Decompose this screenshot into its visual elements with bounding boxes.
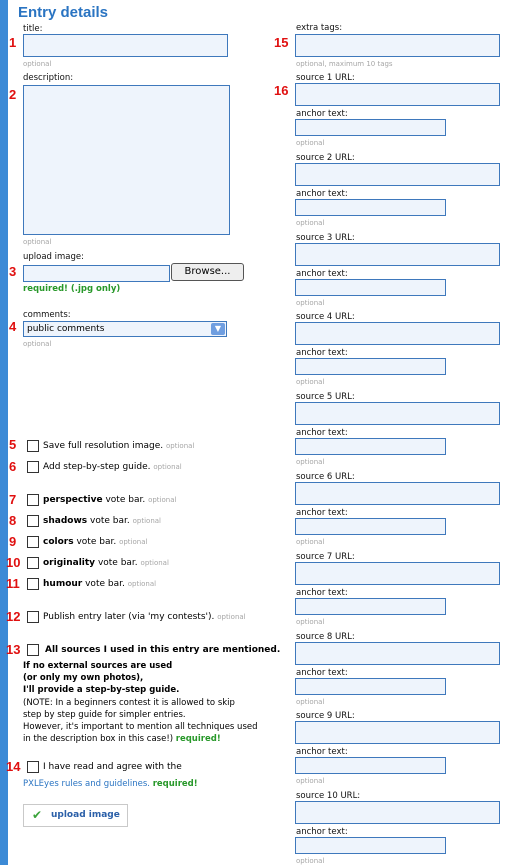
anchor-text-input[interactable] — [295, 757, 446, 774]
upload-required: required! (.jpg only) — [23, 284, 121, 294]
anchor-text-label: anchor text: — [296, 827, 348, 838]
humour-checkbox[interactable] — [27, 578, 39, 590]
field-number: 4 — [9, 319, 17, 334]
source-url-label: source 1 URL: — [296, 73, 355, 83]
anchor-text-label: anchor text: — [296, 109, 348, 119]
title-label: title: — [23, 24, 43, 34]
anchor-text-label: anchor text: — [296, 667, 348, 678]
source-url-input[interactable] — [295, 642, 500, 665]
anchor-text-input[interactable] — [295, 358, 446, 375]
shadows-checkbox[interactable] — [27, 515, 39, 527]
field-number: 14 — [6, 759, 21, 774]
browse-button[interactable]: Browse... — [171, 263, 244, 281]
field-number: 3 — [9, 264, 17, 279]
anchor-text-optional: optional — [296, 458, 325, 467]
originality-label: originality vote bar. optional — [43, 558, 169, 568]
anchor-text-label: anchor text: — [296, 348, 348, 359]
source-url-input[interactable] — [295, 801, 500, 824]
source-url-input[interactable] — [295, 402, 500, 425]
description-textarea[interactable] — [23, 85, 230, 235]
source-url-input[interactable] — [295, 83, 500, 106]
field-number: 7 — [9, 492, 17, 507]
anchor-text-optional: optional — [296, 697, 325, 706]
step-guide-label: Add step-by-step guide. optional — [43, 462, 182, 472]
comments-label: comments: — [23, 310, 71, 320]
perspective-checkbox[interactable] — [27, 494, 39, 506]
checkmark-icon: ✔ — [32, 808, 43, 822]
field-number: 12 — [6, 609, 21, 624]
anchor-text-label: anchor text: — [296, 188, 348, 199]
perspective-label: perspective vote bar. optional — [43, 495, 177, 505]
comments-select-value: public comments — [27, 324, 105, 334]
anchor-text-optional: optional — [296, 378, 325, 387]
anchor-text-input[interactable] — [295, 518, 446, 535]
anchor-text-input[interactable] — [295, 438, 446, 455]
sources-line: I'll provide a step-by-step guide. — [23, 685, 180, 695]
title-input[interactable] — [23, 34, 228, 57]
note-line: step by step guide for simpler entries. — [23, 710, 186, 720]
source-url-label: source 10 URL: — [296, 791, 361, 802]
upload-label: upload image: — [23, 252, 84, 262]
source-url-label: source 6 URL: — [296, 472, 355, 482]
source-url-input[interactable] — [295, 322, 500, 345]
anchor-text-input[interactable] — [295, 678, 446, 695]
field-number: 16 — [274, 83, 289, 98]
field-number: 6 — [9, 459, 17, 474]
source-url-label: source 2 URL: — [296, 152, 355, 163]
colors-checkbox[interactable] — [27, 536, 39, 548]
note-line: (NOTE: In a beginners contest it is allowed to skip — [23, 698, 235, 708]
source-url-label: source 4 URL: — [296, 312, 355, 323]
sources-line: (or only my own photos), — [23, 673, 144, 683]
field-number: 11 — [6, 576, 20, 591]
humour-label: humour vote bar. optional — [43, 579, 157, 589]
field-number: 1 — [9, 35, 17, 50]
rules-link[interactable]: PXLEyes rules and guidelines. — [23, 779, 150, 789]
anchor-text-optional: optional — [296, 298, 325, 307]
source-url-label: source 7 URL: — [296, 551, 355, 562]
source-url-input[interactable] — [295, 163, 500, 186]
description-label: description: — [23, 73, 74, 83]
description-optional: optional — [23, 238, 52, 246]
source-url-label: source 3 URL: — [296, 232, 355, 243]
anchor-text-optional: optional — [296, 139, 325, 147]
anchor-text-label: anchor text: — [296, 508, 348, 518]
extra-tags-hint: optional, maximum 10 tags — [296, 60, 393, 68]
upload-file-input[interactable] — [23, 265, 170, 282]
source-url-input[interactable] — [295, 562, 500, 585]
source-url-input[interactable] — [295, 243, 500, 266]
shadows-label: shadows vote bar. optional — [43, 516, 161, 526]
left-accent-bar — [0, 0, 8, 865]
source-url-label: source 9 URL: — [296, 711, 355, 722]
sources-line: If no external sources are used — [23, 661, 173, 671]
extra-tags-label: extra tags: — [296, 23, 343, 33]
comments-optional: optional — [23, 340, 52, 348]
anchor-text-optional: optional — [296, 538, 325, 546]
anchor-text-input[interactable] — [295, 279, 446, 296]
field-number: 8 — [9, 513, 17, 528]
page-title: Entry details — [18, 4, 109, 21]
colors-label: colors vote bar. optional — [43, 537, 148, 547]
rules-line: PXLEyes rules and guidelines. required! — [23, 779, 198, 789]
chevron-down-icon[interactable]: ▼ — [211, 323, 225, 335]
anchor-text-label: anchor text: — [296, 747, 348, 758]
rules-agree-checkbox[interactable] — [27, 761, 39, 773]
sources-mentioned-checkbox[interactable] — [27, 644, 39, 656]
field-number: 2 — [9, 87, 17, 102]
anchor-text-label: anchor text: — [296, 268, 348, 279]
sources-mentioned-label: All sources I used in this entry are mentioned. — [45, 645, 281, 655]
note-line: in the description box in this case!) required! — [23, 734, 221, 744]
title-optional: optional — [23, 60, 52, 68]
anchor-text-input[interactable] — [295, 199, 446, 216]
full-resolution-checkbox[interactable] — [27, 440, 39, 452]
anchor-text-input[interactable] — [295, 119, 446, 136]
step-guide-checkbox[interactable] — [27, 461, 39, 473]
anchor-text-input[interactable] — [295, 837, 446, 854]
note-line: However, it's important to mention all techniques used — [23, 722, 258, 732]
source-url-input[interactable] — [295, 721, 500, 744]
field-number: 9 — [9, 534, 17, 549]
field-number: 13 — [6, 642, 21, 657]
anchor-text-optional: optional — [296, 617, 325, 626]
source-url-label: source 8 URL: — [296, 631, 355, 642]
publish-later-label: Publish entry later (via 'my contests'). optional — [43, 612, 246, 622]
source-url-input[interactable] — [295, 482, 500, 505]
upload-image-button[interactable]: ✔ upload image — [23, 804, 128, 827]
anchor-text-optional: optional — [296, 218, 325, 227]
field-number: 10 — [6, 555, 21, 570]
full-resolution-label: Save full resolution image. optional — [43, 441, 195, 451]
rules-agree-label: I have read and agree with the — [43, 762, 182, 772]
anchor-text-label: anchor text: — [296, 428, 348, 439]
anchor-text-optional: optional — [296, 857, 325, 865]
extra-tags-input[interactable] — [295, 34, 500, 57]
source-url-label: source 5 URL: — [296, 392, 355, 403]
anchor-text-input[interactable] — [295, 598, 446, 615]
field-number: 5 — [9, 437, 17, 452]
anchor-text-label: anchor text: — [296, 587, 348, 598]
anchor-text-optional: optional — [296, 777, 325, 786]
publish-later-checkbox[interactable] — [27, 611, 39, 623]
originality-checkbox[interactable] — [27, 557, 39, 569]
comments-select[interactable] — [23, 321, 227, 337]
field-number: 15 — [274, 35, 289, 50]
